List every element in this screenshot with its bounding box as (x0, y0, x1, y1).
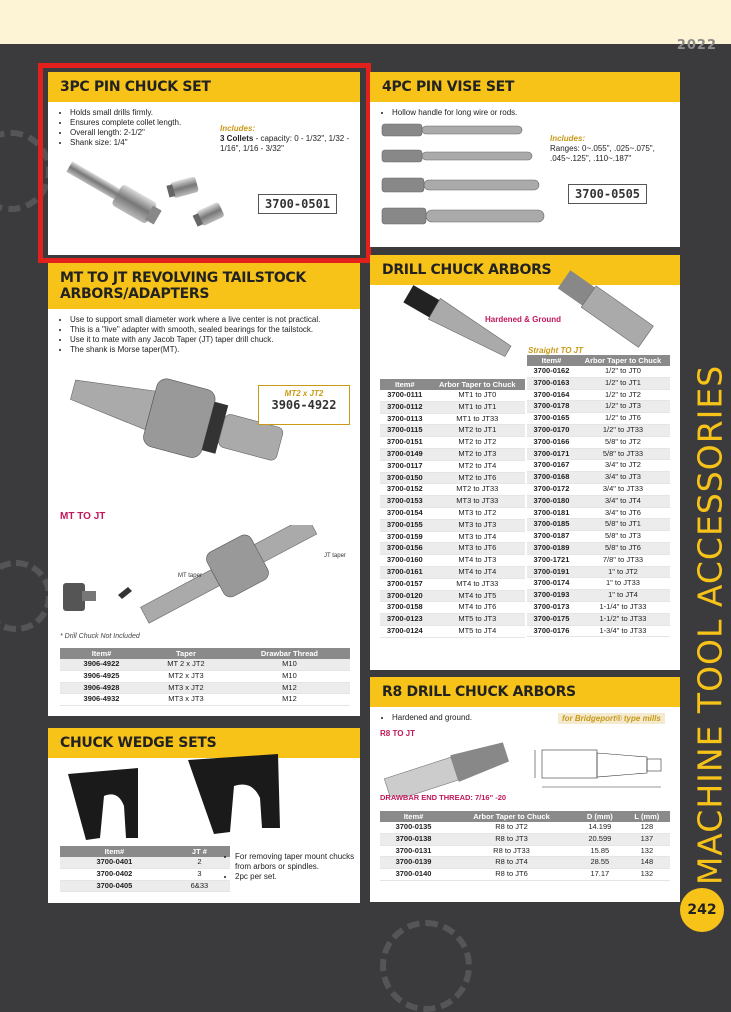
callout-part: 3906-4922 (271, 398, 337, 412)
table-row: 3700-0189 5/8" to JT6 (527, 542, 670, 554)
tailstock-table (60, 648, 350, 706)
wedge-title: CHUCK WEDGE SETS (48, 728, 360, 758)
r8-title: R8 DRILL CHUCK ARBORS (370, 677, 680, 707)
feature-item: • Holds small drills firmly. (70, 108, 360, 118)
table-row: 3700-0139 R8 to JT4 28.55 148 (380, 857, 670, 869)
pin-vise-title: 4PC PIN VISE SET (370, 72, 680, 102)
table-row: 3700-0175 1-1/2" to JT33 (527, 613, 670, 625)
table-header: D (mm) (576, 811, 624, 822)
table-header: Arbor Taper to Chuck (447, 811, 576, 822)
gear-decoration (0, 560, 52, 632)
table-row: 3700-0123 MT5 to JT3 (380, 614, 525, 626)
table-row: 3700-0140 R8 to JT6 17.17 132 (380, 869, 670, 881)
feature-item: • Hollow handle for long wire or rods. (392, 108, 680, 118)
table-row: 3700-0138 R8 to JT3 20.599 137 (380, 833, 670, 845)
pin-vise-image (378, 120, 548, 240)
tailstock-title (48, 263, 360, 309)
r8-table (380, 811, 670, 881)
wedge-table (60, 846, 230, 892)
feature-item: • This is a "live" adapter with smooth, sealed bearings for the tailstock. (70, 325, 360, 335)
part-number-badge: 3700-0505 (568, 184, 647, 204)
title-line: ARBORS/ADAPTERS (60, 286, 210, 302)
table-row: 3700-0152 MT2 to JT33 (380, 484, 525, 496)
table-row: 3700-0171 5/8" to JT33 (527, 448, 670, 460)
r8-arbor-image (378, 737, 528, 797)
table-row: 3700-0164 1/2" to JT2 (527, 389, 670, 401)
table-row: 3700-0150 MT2 to JT6 (380, 472, 525, 484)
includes-text: 3 Collets - capacity: 0 - 1/32", 1/32 - 1/16", 1/16 - 3/32" (220, 134, 350, 153)
table-header: Item# (380, 379, 430, 390)
bridgeport-label: for Bridgeport® type mills (558, 713, 665, 724)
table-row: 3700-0405 6&33 (60, 880, 230, 892)
table-row: 3700-0167 3/4" to JT2 (527, 460, 670, 472)
table-row: 3700-0111 MT1 to JT0 (380, 390, 525, 401)
drawbar-label: DRAWBAR END THREAD: 7/16" -20 (380, 793, 507, 802)
table-row: 3700-0157 MT4 to JT33 (380, 578, 525, 590)
table-row: 3700-0180 3/4" to JT4 (527, 495, 670, 507)
table-row: 3700-0160 MT4 to JT3 (380, 555, 525, 567)
table-row: 3700-0165 1/2" to JT6 (527, 413, 670, 425)
includes-label: Includes: (550, 134, 586, 143)
feature-item: • 2pc per set. (235, 872, 355, 882)
feature-item: • Use to support small diameter work where a live center is not practical. (70, 315, 360, 325)
tailstock-assembly-image (58, 525, 348, 635)
drill-arbors-panel (370, 255, 680, 670)
straight-arbor-image (545, 263, 665, 353)
callout-box (258, 385, 350, 425)
table-row: 3700-0131 R8 to JT33 15.85 132 (380, 845, 670, 857)
table-row: 3700-0168 3/4" to JT3 (527, 472, 670, 484)
hardened-label: Hardened & Ground (485, 315, 562, 324)
table-header: Item# (60, 648, 143, 659)
table-row: 3700-0162 1/2" to JT0 (527, 366, 670, 377)
table-row: 3700-0176 1-3/4" to JT33 (527, 625, 670, 637)
gear-decoration (380, 920, 472, 1012)
r8-panel (370, 677, 680, 902)
table-row: 3700-0185 5/8" to JT1 (527, 519, 670, 531)
part-number-badge: 3700-0501 (258, 194, 337, 214)
mt-to-jt-label: MT TO JT (60, 511, 106, 522)
table-header: Arbor Taper to Chuck (576, 355, 670, 366)
tailstock-features (48, 315, 360, 355)
tailstock-panel (48, 263, 360, 716)
feature-item: • For removing taper mount chucks from arbors or spindles. (235, 852, 355, 872)
table-row: 3700-0401 2 (60, 857, 230, 868)
r8-to-jt-label: R8 TO JT (380, 729, 415, 738)
straight-label: Straight TO JT (528, 346, 583, 355)
table-row: 3906-4922 MT 2 x JT2 M10 (60, 659, 350, 670)
highlight-frame (38, 63, 371, 263)
table-row: 3700-0124 MT5 to JT4 (380, 625, 525, 637)
table-row: 3700-0193 1" to JT4 (527, 590, 670, 602)
table-row: 3700-0166 5/8" to JT2 (527, 436, 670, 448)
table-header: Arbor Taper to Chuck (430, 379, 525, 390)
table-row: 3906-4925 MT2 x JT3 M10 (60, 670, 350, 682)
table-row: 3700-0170 1/2" to JT33 (527, 424, 670, 436)
table-row: 3700-0151 MT2 to JT2 (380, 437, 525, 449)
table-row: 3700-0154 MT3 to JT2 (380, 507, 525, 519)
table-row: 3700-0120 MT4 to JT5 (380, 590, 525, 602)
feature-item: • Use it to mate with any Jacob Taper (JT) taper drill chuck. (70, 335, 360, 345)
table-row: 3700-0178 1/2" to JT3 (527, 401, 670, 413)
includes-text: Ranges: 0~.055", .025~.075", .045~.125", .110~.187" (550, 144, 655, 163)
table-row: 3700-0113 MT1 to JT33 (380, 413, 525, 425)
table-row: 3700-0135 R8 to JT2 14.199 128 (380, 822, 670, 833)
sidebar-title: MACHINE TOOL ACCESSORIES (690, 364, 730, 886)
table-row: 3906-4932 MT3 x JT3 M12 (60, 694, 350, 706)
feature-item: • Ensures complete collet length. (70, 118, 360, 128)
table-header: L (mm) (624, 811, 670, 822)
wedge-panel (48, 728, 360, 903)
callout-label: MT2 x JT2 (284, 389, 324, 398)
table-row: 3700-0172 3/4" to JT33 (527, 483, 670, 495)
straight-arbor-table (527, 355, 670, 637)
pin-chuck-title: 3PC PIN CHUCK SET (48, 72, 360, 102)
feature-item: • The shank is Morse taper(MT). (70, 345, 360, 355)
table-header: Drawbar Thread (229, 648, 350, 659)
table-row: 3700-0149 MT2 to JT3 (380, 448, 525, 460)
feature-item: • Shank size: 1/4" (70, 138, 360, 148)
table-row: 3700-0117 MT2 to JT4 (380, 460, 525, 472)
mt-taper-label: MT taper (178, 573, 202, 579)
title-line: MT TO JT REVOLVING TAILSTOCK (60, 270, 306, 286)
table-row: 3700-0153 MT3 to JT33 (380, 496, 525, 508)
tailstock-image (58, 363, 298, 488)
top-band (0, 0, 731, 44)
table-row: 3700-0112 MT1 to JT1 (380, 401, 525, 413)
page-number: 242 (680, 888, 724, 932)
table-row: 3700-0115 MT2 to JT1 (380, 425, 525, 437)
table-row: 3700-0161 MT4 to JT4 (380, 566, 525, 578)
table-row: 3700-0173 1-1/4" to JT33 (527, 601, 670, 613)
wedge-image (58, 754, 298, 844)
table-header: JT # (169, 846, 230, 857)
feature-item: • Overall length: 2-1/2" (70, 128, 360, 138)
mt-arbor-table (380, 379, 525, 638)
table-row: 3700-0159 MT3 to JT4 (380, 531, 525, 543)
table-header: Item# (60, 846, 169, 857)
table-header: Taper (143, 648, 229, 659)
pin-vise-features (370, 108, 680, 118)
table-row: 3700-0181 3/4" to JT6 (527, 507, 670, 519)
table-row: 3700-1721 7/8" to JT33 (527, 554, 670, 566)
drill-chuck-note: * Drill Chuck Not Included (60, 633, 140, 640)
year-label: 2022 (676, 38, 717, 53)
drill-arbors-title: DRILL CHUCK ARBORS (370, 255, 680, 285)
table-row: 3700-0174 1" to JT33 (527, 578, 670, 590)
table-row: 3700-0191 1" to JT2 (527, 566, 670, 578)
feature-item: • Hardened and ground. (392, 713, 680, 723)
table-row: 3700-0402 3 (60, 868, 230, 880)
pin-vise-includes (550, 134, 675, 164)
table-row: 3700-0187 5/8" to JT3 (527, 531, 670, 543)
includes-label: Includes: (220, 124, 256, 133)
table-row: 3700-0156 MT3 to JT6 (380, 543, 525, 555)
table-row: 3700-0158 MT4 to JT6 (380, 602, 525, 614)
r8-drawing (532, 735, 672, 795)
table-row: 3700-0163 1/2" to JT1 (527, 377, 670, 389)
wedge-features (223, 852, 355, 882)
jt-taper-label: JT taper (324, 553, 346, 559)
table-row: 3700-0155 MT3 to JT3 (380, 519, 525, 531)
table-row: 3906-4928 MT3 x JT2 M12 (60, 682, 350, 694)
table-header: Item# (380, 811, 447, 822)
table-header: Item# (527, 355, 576, 366)
pin-vise-panel (370, 72, 680, 247)
